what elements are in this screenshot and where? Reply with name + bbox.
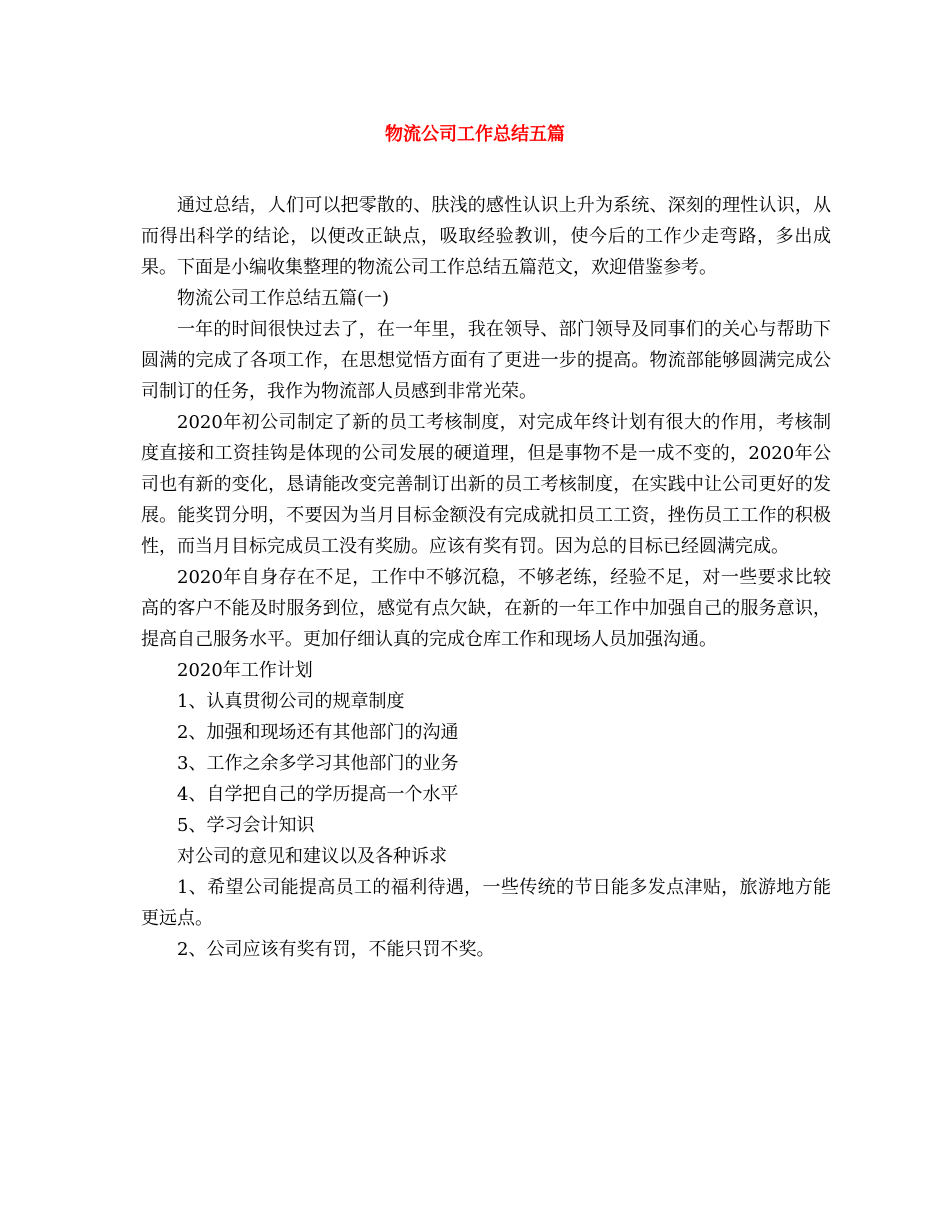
list-item: 2、加强和现场还有其他部门的沟通	[177, 722, 459, 743]
document-body	[141, 190, 831, 965]
section-heading: 对公司的意见和建议以及各种诉求	[177, 846, 447, 867]
list-item: 4、自学把自己的学历提高一个水平	[177, 784, 459, 805]
section-heading: 2020年工作计划	[177, 660, 313, 681]
section-heading: 物流公司工作总结五篇(一)	[177, 288, 390, 309]
paragraph: 一年的时间很快过去了，在一年里，我在领导、部门领导及同事们的关心与帮助下圆满的完成了各项工作，在思想觉悟方面有了更进一步的提高。物流部能够圆满完成公司制订的任务，我作为物流部人员感到非常光荣。	[141, 319, 831, 402]
list-item: 3、工作之余多学习其他部门的业务	[177, 753, 459, 774]
list-item: 1、认真贯彻公司的规章制度	[177, 691, 405, 712]
paragraph-intro: 通过总结，人们可以把零散的、肤浅的感性认识上升为系统、深刻的理性认识，从而得出科学的结论，以便改正缺点，吸取经验教训，使今后的工作少走弯路，多出成果。下面是小编收集整理的物流公司工作总结五篇范文，欢迎借鉴参考。	[141, 195, 831, 278]
list-item: 1、希望公司能提高员工的福利待遇，一些传统的节日能多发点津贴，旅游地方能更远点。	[141, 877, 831, 929]
paragraph: 2020年自身存在不足，工作中不够沉稳，不够老练，经验不足，对一些要求比较高的客户不能及时服务到位，感觉有点欠缺，在新的一年工作中加强自己的服务意识，提高自己服务水平。更加仔细认真的完成仓库工作和现场人员加强沟通。	[141, 567, 831, 650]
document-title: 物流公司工作总结五篇	[385, 124, 565, 145]
paragraph: 2020年初公司制定了新的员工考核制度，对完成年终计划有很大的作用，考核制度直接和工资挂钩是体现的公司发展的硬道理，但是事物不是一成不变的，2020年公司也有新的变化，恳请能改变完善制订出新的员工考核制度，在实践中让公司更好的发展。能奖罚分明，不要因为当月目标金额没有完成就扣员工工资，挫伤员工工作的积极性，而当月目标完成员工没有奖励。应该有奖有罚。因为总的目标已经圆满完成。	[141, 412, 831, 557]
list-item: 5、学习会计知识	[177, 815, 315, 836]
list-item: 2、公司应该有奖有罚，不能只罚不奖。	[177, 939, 495, 960]
